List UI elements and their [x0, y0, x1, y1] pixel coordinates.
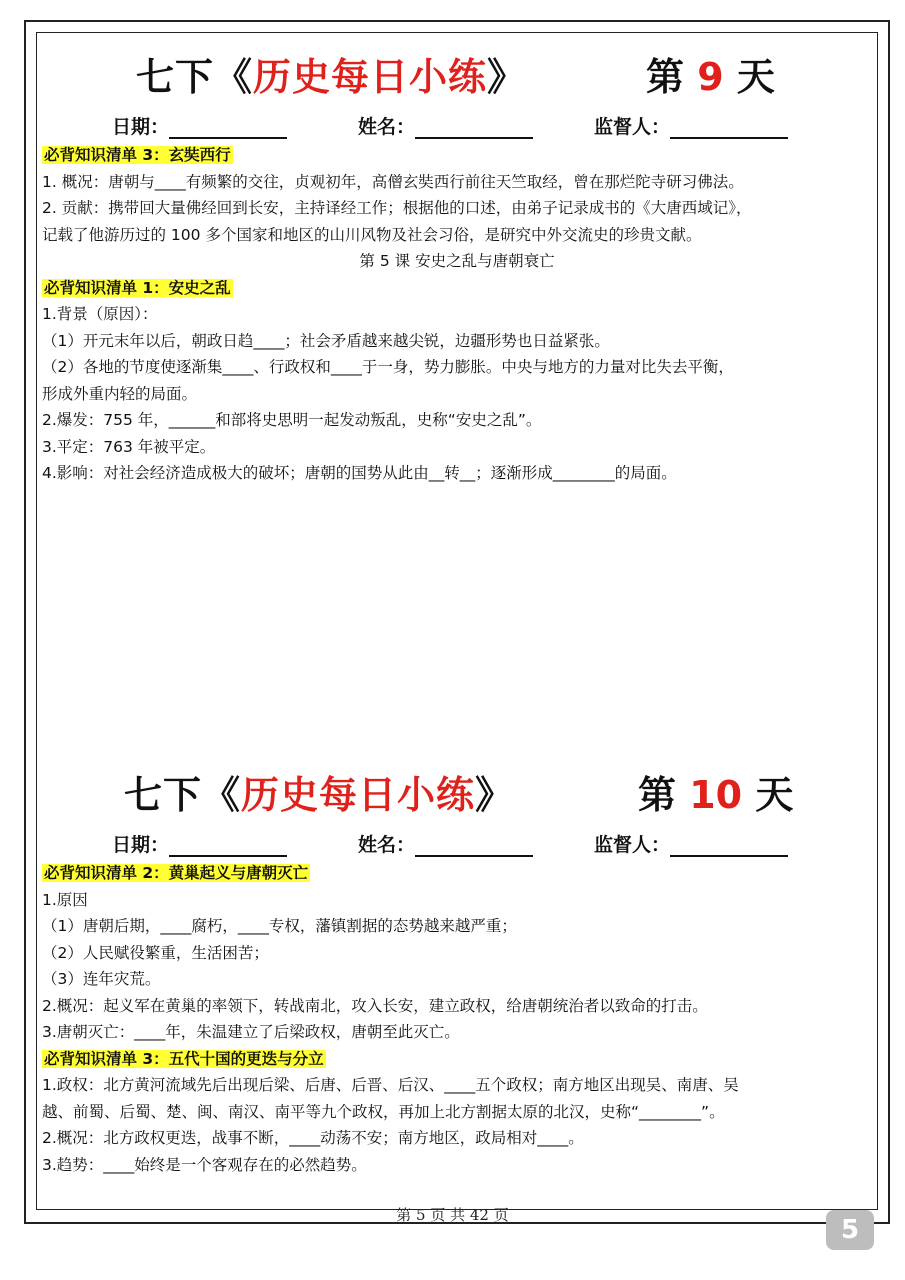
day10-meta — [42, 826, 872, 860]
content-line — [42, 381, 872, 408]
line-text: 2. 贡献：携带回大量佛经回到长安，主持译经工作；根据他的口述，由弟子记录成书的《大唐西域记》， — [42, 199, 752, 217]
highlighted-heading: 必背知识清单 1：安史之乱 — [44, 278, 231, 297]
day10-day-label: 第 10 天 — [638, 773, 794, 817]
day9-title: 七下《历史每日小练》 — [136, 55, 527, 99]
content-line — [42, 328, 872, 355]
line-text: 3.趋势：____始终是一个客观存在的必然趋势。 — [42, 1155, 367, 1174]
day9-date-field[interactable]: 日期： — [112, 112, 287, 139]
line-text: 1. 概况：唐朝与____有频繁的交往，贞观初年，高僧玄奘西行前往天竺取经，曾在那烂陀寺研习佛法。 — [42, 172, 744, 191]
highlighted-heading: 必背知识清单 3：玄奘西行 — [44, 146, 231, 164]
line-text: 3.平定：763 年被平定。 — [42, 437, 216, 456]
content-line — [42, 407, 872, 434]
line-text: 4.影响：对社会经济造成极大的破坏；唐朝的国势从此由__转__；逐渐形成________的局面。 — [42, 464, 677, 482]
content-line — [42, 887, 872, 914]
day9-section — [42, 46, 872, 487]
day9-header — [42, 46, 872, 108]
content-line — [42, 1099, 872, 1126]
line-text: （3）连年灾荒。 — [42, 970, 161, 988]
content-line — [42, 1152, 872, 1179]
content-line — [42, 993, 872, 1020]
content-line — [42, 195, 872, 222]
content-line — [42, 1019, 872, 1046]
line-text: （1）开元末年以后，朝政日趋____；社会矛盾越来越尖锐，边疆形势也日益紧张。 — [42, 331, 610, 350]
line-text: 3.唐朝灭亡：____年，朱温建立了后梁政权，唐朝至此灭亡。 — [42, 1023, 460, 1041]
section-heading — [42, 275, 872, 302]
content-line — [42, 913, 872, 940]
line-text: 形成外重内轻的局面。 — [42, 384, 198, 403]
line-text: 记载了他游历过的 100 多个国家和地区的山川风物及社会习俗，是研究中外交流史的珍贵文献。 — [42, 225, 702, 244]
content-line — [42, 460, 872, 487]
day9-day-label: 第 9 天 — [646, 55, 775, 99]
line-text: 1.原因 — [42, 890, 88, 909]
section-heading — [42, 142, 872, 169]
day10-header — [42, 764, 872, 826]
day10-date-field[interactable]: 日期： — [112, 830, 287, 857]
line-text: 第 5 课 安史之乱与唐朝衰亡 — [359, 252, 555, 270]
day9-name-field[interactable]: 姓名： — [358, 112, 533, 139]
day10-content — [42, 860, 872, 1178]
content-line — [42, 222, 872, 249]
line-text: 2.概况：起义军在黄巢的率领下，转战南北，攻入长安，建立政权，给唐朝统治者以致命的打击。 — [42, 996, 708, 1015]
line-text: （1）唐朝后期，____腐朽，____专权，藩镇割据的态势越来越严重； — [42, 917, 517, 935]
highlighted-heading: 必背知识清单 3：五代十国的更迭与分立 — [44, 1049, 324, 1068]
content-line — [42, 434, 872, 461]
day10-title: 七下《历史每日小练》 — [124, 773, 515, 817]
line-text: 2.爆发：755 年，______和部将史思明一起发动叛乱，史称“安史之乱”。 — [42, 411, 542, 429]
day10-section — [42, 764, 872, 1178]
day9-content — [42, 142, 872, 487]
content-line — [42, 940, 872, 967]
content-line — [42, 354, 872, 381]
content-line — [42, 169, 872, 196]
day9-supervisor-field[interactable]: 监督人： — [594, 112, 788, 139]
content-line — [42, 301, 872, 328]
line-text: （2）人民赋役繁重，生活困苦； — [42, 943, 269, 962]
content-line — [42, 248, 872, 275]
page-number-badge: 5 — [826, 1210, 874, 1250]
day10-name-field[interactable]: 姓名： — [358, 830, 533, 857]
day9-meta — [42, 108, 872, 142]
section-heading — [42, 1046, 872, 1073]
content-line — [42, 1125, 872, 1152]
highlighted-heading: 必背知识清单 2：黄巢起义与唐朝灭亡 — [44, 864, 309, 882]
day10-supervisor-field[interactable]: 监督人： — [594, 830, 788, 857]
line-text: 1.政权：北方黄河流域先后出现后梁、后唐、后晋、后汉、____五个政权；南方地区出现吴、南唐、吴 — [42, 1076, 739, 1094]
line-text: 2.概况：北方政权更迭，战事不断，____动荡不安；南方地区，政局相对____。 — [42, 1129, 584, 1147]
line-text: 越、前蜀、后蜀、楚、闽、南汉、南平等九个政权，再加上北方割据太原的北汉，史称“________”。 — [42, 1102, 725, 1121]
content-line — [42, 1072, 872, 1099]
page-footer: 第 5 页 共 42 页 — [396, 1206, 509, 1224]
line-text: （2）各地的节度使逐渐集____、行政权和____于一身，势力膨胀。中央与地方的力量对比失去平衡， — [42, 358, 734, 376]
line-text: 1.背景（原因）： — [42, 305, 158, 323]
content-line — [42, 966, 872, 993]
section-heading — [42, 860, 872, 887]
